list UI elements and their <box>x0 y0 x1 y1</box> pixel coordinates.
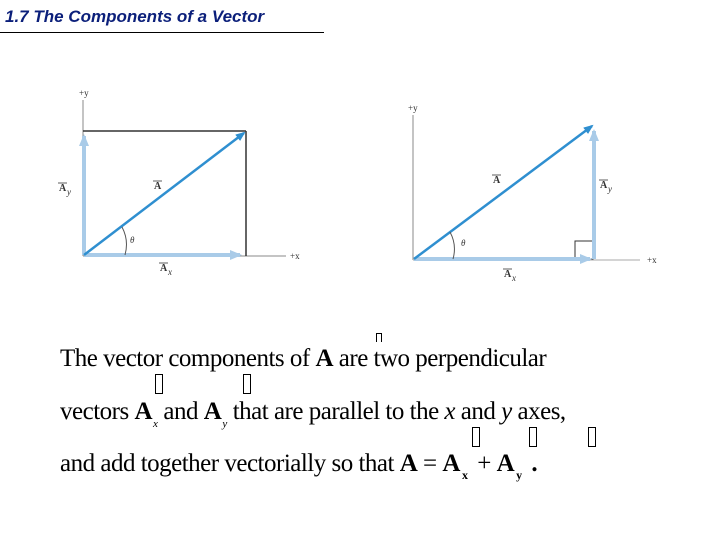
equals-sign: = <box>417 450 443 477</box>
vector-symbol: A <box>496 450 515 477</box>
vector-symbol: A <box>315 345 334 372</box>
left-ax-text: A <box>160 263 168 274</box>
right-angle-arc <box>450 232 454 259</box>
text-segment: and <box>163 398 204 425</box>
left-ax-subscript: x <box>168 267 172 277</box>
text-segment: vectors <box>60 398 135 425</box>
italic-variable: y <box>501 398 512 425</box>
right-ay-subscript: y <box>608 184 612 194</box>
left-ay-subscript: y <box>67 187 71 197</box>
page-title: 1.7 The Components of a Vector <box>5 7 265 26</box>
left-vector-a <box>84 133 244 255</box>
left-ax-label <box>159 263 172 277</box>
vector-mark <box>529 427 537 447</box>
right-diagram <box>408 103 657 283</box>
subscript: x <box>153 418 158 430</box>
left-vector-label <box>153 181 162 192</box>
left-ay-label <box>58 183 71 197</box>
right-ax-subscript: x <box>512 273 516 283</box>
vector-symbol: A <box>134 398 153 425</box>
vector-symbol: A <box>203 398 222 425</box>
vector-mark <box>472 427 480 447</box>
right-x-axis-label: +x <box>647 255 657 265</box>
right-y-axis-label: +y <box>408 103 418 113</box>
subscript: y <box>516 468 522 482</box>
right-angle-marker <box>575 241 593 259</box>
text-segment: The vector components of <box>60 345 316 372</box>
vector-mark <box>376 333 382 342</box>
right-ay-text: A <box>600 180 608 191</box>
right-vector-label <box>492 175 501 186</box>
right-angle-label: θ <box>461 238 466 248</box>
left-y-axis-label: +y <box>79 88 89 98</box>
text-segment: that are parallel to the <box>232 398 445 425</box>
vector-mark <box>588 427 596 447</box>
left-angle-arc <box>122 227 126 255</box>
vector-mark <box>155 374 163 394</box>
vector-mark <box>243 374 251 394</box>
right-vector-text: A <box>493 175 501 186</box>
right-ax-label <box>503 269 516 283</box>
right-ay-label <box>599 180 612 194</box>
text-segment: and <box>455 398 502 425</box>
text-line-2 <box>60 397 566 430</box>
italic-variable: x <box>444 398 456 425</box>
left-diagram <box>58 88 300 277</box>
period: . <box>525 450 538 477</box>
text-segment: and add together vectorially so that <box>60 450 400 477</box>
text-segment: are two perpendicular <box>333 345 547 372</box>
text-segment: axes, <box>511 398 566 425</box>
right-ax-text: A <box>504 269 512 280</box>
plus-sign: + <box>471 450 497 477</box>
left-ay-text: A <box>59 183 67 194</box>
subscript: y <box>222 418 227 430</box>
left-angle-label: θ <box>130 235 135 245</box>
text-line-1 <box>60 344 546 374</box>
left-x-axis-label: +x <box>290 251 300 261</box>
right-vector-a <box>414 126 592 259</box>
subscript: x <box>461 468 468 482</box>
left-vector-text: A <box>154 181 162 192</box>
text-line-3 <box>60 449 538 482</box>
vector-symbol: A <box>442 450 460 477</box>
vector-symbol: A <box>399 450 418 477</box>
